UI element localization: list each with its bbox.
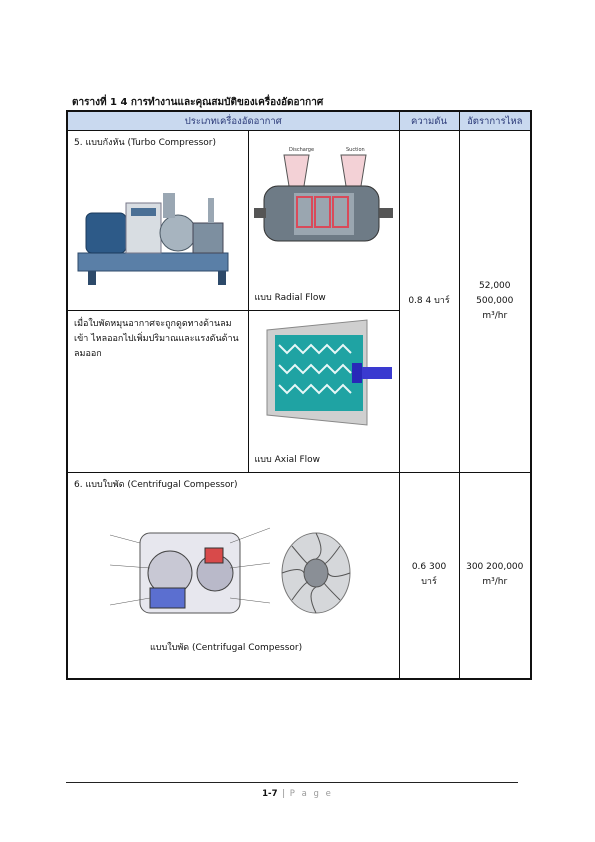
centrifugal-pressure-range: 0.6 300 [411,562,447,573]
footer-divider [66,782,518,783]
turbo-description: เมื่อใบพัดหมุนอากาศจะถูกดูดทางด้านลมเข้า ไหลออกไปเพิ่มปริมาณและแรงดันด้านลมออก [74,318,239,359]
turbo-pressure: 0.8 4 บาร์ [399,131,459,473]
centrifugal-pressure [399,472,459,679]
axial-flow-diagram [257,315,397,430]
centrifugal-flow-range: 300 200,000 [466,562,524,573]
page-footer [0,789,595,799]
centrifugal-pressure-unit: บาร์ [421,577,437,588]
header-type: ประเภทเครื่องอัดอากาศ [67,111,399,131]
header-flow: อัตราการไหล [459,111,531,131]
centrifugal-title: 6. แบบใบพัด (Centrifugal Compessor) [74,479,238,490]
turbo-description-cell [67,310,248,472]
header-pressure: ความดัน [399,111,459,131]
suction-label: Suction [345,147,365,154]
turbo-title: 5. แบบกังหัน (Turbo Compressor) [74,138,216,149]
table-caption: ตารางที่ 1 4 การทำงานและคุณสมบัติของเครื่องอัดอากาศ [72,97,324,108]
turbo-compressor-photo [68,153,248,293]
discharge-label: Discharge [288,147,314,154]
page-separator: | [282,789,286,799]
turbo-flow-unit: m³/hr [482,310,508,321]
axial-flow-cell [248,310,399,472]
axial-flow-label: แบบ Axial Flow [254,454,320,465]
impeller-photo [276,528,356,618]
centrifugal-image-label: แบบใบพัด (Centrifugal Compessor) [150,642,303,653]
turbo-flow-min: 52,000 [479,280,511,291]
turbo-flow [459,131,531,473]
page-number: 1-7 [262,789,278,799]
turbo-flow-max: 500,000 [476,295,514,306]
turbo-cell [67,131,248,310]
radial-flow-label: แบบ Radial Flow [254,292,326,303]
page-word: P a g e [289,789,333,799]
centrifugal-cutaway-diagram [110,513,270,633]
radial-flow-cell [248,131,399,310]
compressor-table [66,110,532,680]
centrifugal-flow-unit: m³/hr [482,577,508,588]
radial-flow-diagram [249,141,399,271]
centrifugal-flow [459,472,531,679]
centrifugal-cell [67,472,399,679]
